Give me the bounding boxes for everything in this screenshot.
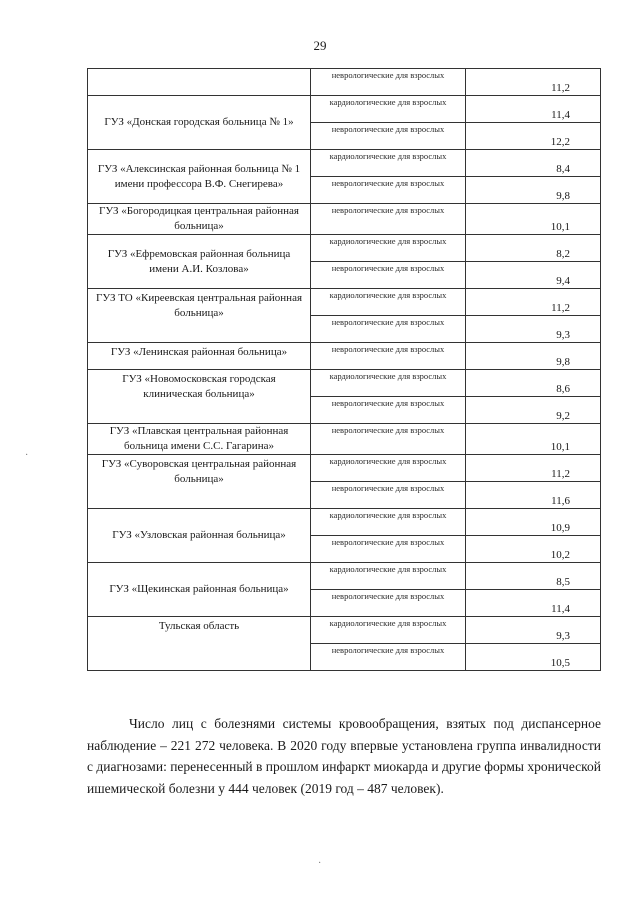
bed-type-cell: неврологические для взрослых <box>311 316 466 343</box>
bed-type-cell: кардиологические для взрослых <box>311 150 466 177</box>
hospital-name-cell: ГУЗ «Донская городская больница № 1» <box>88 96 311 150</box>
value-cell: 8,2 <box>466 235 601 262</box>
value-cell: 11,4 <box>466 96 601 123</box>
table-row <box>88 455 601 482</box>
bed-type-cell: неврологические для взрослых <box>311 590 466 617</box>
table-row <box>88 69 601 96</box>
region-total-cell: Тульская область <box>88 617 311 671</box>
value-cell: 10,5 <box>466 644 601 671</box>
bed-type-cell: кардиологические для взрослых <box>311 455 466 482</box>
hospital-name-cell: ГУЗ «Новомосковская городская клиническая больница» <box>88 370 311 424</box>
bed-type-cell: кардиологические для взрослых <box>311 370 466 397</box>
bed-type-cell: неврологические для взрослых <box>311 204 466 235</box>
table-row <box>88 150 601 177</box>
hospital-name-cell: ГУЗ «Щекинская районная больница» <box>88 563 311 617</box>
hospital-name-cell: ГУЗ «Плавская центральная районная больница имени С.С. Гагарина» <box>88 424 311 455</box>
hospital-name-cell: ГУЗ «Ленинская районная больница» <box>88 343 311 370</box>
table-row <box>88 289 601 316</box>
table-row <box>88 235 601 262</box>
value-cell: 10,1 <box>466 204 601 235</box>
table-row <box>88 343 601 370</box>
bed-type-cell: кардиологические для взрослых <box>311 289 466 316</box>
hospital-name-cell: ГУЗ «Ефремовская районная больница имени А.И. Козлова» <box>88 235 311 289</box>
bed-type-cell: неврологические для взрослых <box>311 397 466 424</box>
bed-type-cell: неврологические для взрослых <box>311 123 466 150</box>
value-cell: 8,5 <box>466 563 601 590</box>
page-number: 29 <box>313 38 327 53</box>
value-cell: 9,4 <box>466 262 601 289</box>
value-cell: 9,8 <box>466 343 601 370</box>
bed-type-cell: неврологические для взрослых <box>311 644 466 671</box>
bed-type-cell: неврологические для взрослых <box>311 343 466 370</box>
value-cell: 9,8 <box>466 177 601 204</box>
bed-type-cell: кардиологические для взрослых <box>311 617 466 644</box>
bed-type-cell: неврологические для взрослых <box>311 536 466 563</box>
value-cell: 11,2 <box>466 69 601 96</box>
bed-type-cell: неврологические для взрослых <box>311 482 466 509</box>
hospital-name-cell: ГУЗ «Суворовская центральная районная больница» <box>88 455 311 509</box>
table-row <box>88 563 601 590</box>
bed-type-cell: кардиологические для взрослых <box>311 235 466 262</box>
hospital-beds-table <box>87 68 601 671</box>
table-row <box>88 617 601 644</box>
margin-dot: · <box>25 450 29 461</box>
value-cell: 11,2 <box>466 455 601 482</box>
hospital-name-cell: ГУЗ ТО «Киреевская центральная районная больница» <box>88 289 311 343</box>
bed-type-cell: неврологические для взрослых <box>311 262 466 289</box>
bed-type-cell: кардиологические для взрослых <box>311 96 466 123</box>
bed-type-cell: неврологические для взрослых <box>311 424 466 455</box>
bed-type-cell: кардиологические для взрослых <box>311 509 466 536</box>
value-cell: 9,3 <box>466 316 601 343</box>
hospital-name-cell: ГУЗ «Узловская районная больница» <box>88 509 311 563</box>
bottom-dot: · <box>318 858 322 869</box>
value-cell: 8,4 <box>466 150 601 177</box>
table-row <box>88 204 601 235</box>
value-cell: 11,6 <box>466 482 601 509</box>
hospital-cell-empty <box>88 69 311 96</box>
value-cell: 10,2 <box>466 536 601 563</box>
table-row <box>88 424 601 455</box>
bed-type-cell: неврологические для взрослых <box>311 177 466 204</box>
bed-type-cell: кардиологические для взрослых <box>311 563 466 590</box>
value-cell: 11,4 <box>466 590 601 617</box>
value-cell: 11,2 <box>466 289 601 316</box>
value-cell: 12,2 <box>466 123 601 150</box>
value-cell: 9,2 <box>466 397 601 424</box>
table-row <box>88 370 601 397</box>
table-row <box>88 509 601 536</box>
value-cell: 8,6 <box>466 370 601 397</box>
table-row <box>88 96 601 123</box>
value-cell: 9,3 <box>466 617 601 644</box>
value-cell: 10,1 <box>466 424 601 455</box>
body-paragraph: Число лиц с болезнями системы кровообращения, взятых под диспансерное наблюдение – 221 272 человека. В 2020 году впервые установлена группа инвалидности с диагнозами: перенесенный в прошлом инфаркт миокарда и другие формы хронической ишемической болезни у 444 человек (2019 год – 487 человек). <box>87 716 601 796</box>
hospital-name-cell: ГУЗ «Богородицкая центральная районная больница» <box>88 204 311 235</box>
bed-type-cell: неврологические для взрослых <box>311 69 466 96</box>
hospital-name-cell: ГУЗ «Алексинская районная больница № 1 имени профессора В.Ф. Снегирева» <box>88 150 311 204</box>
value-cell: 10,9 <box>466 509 601 536</box>
